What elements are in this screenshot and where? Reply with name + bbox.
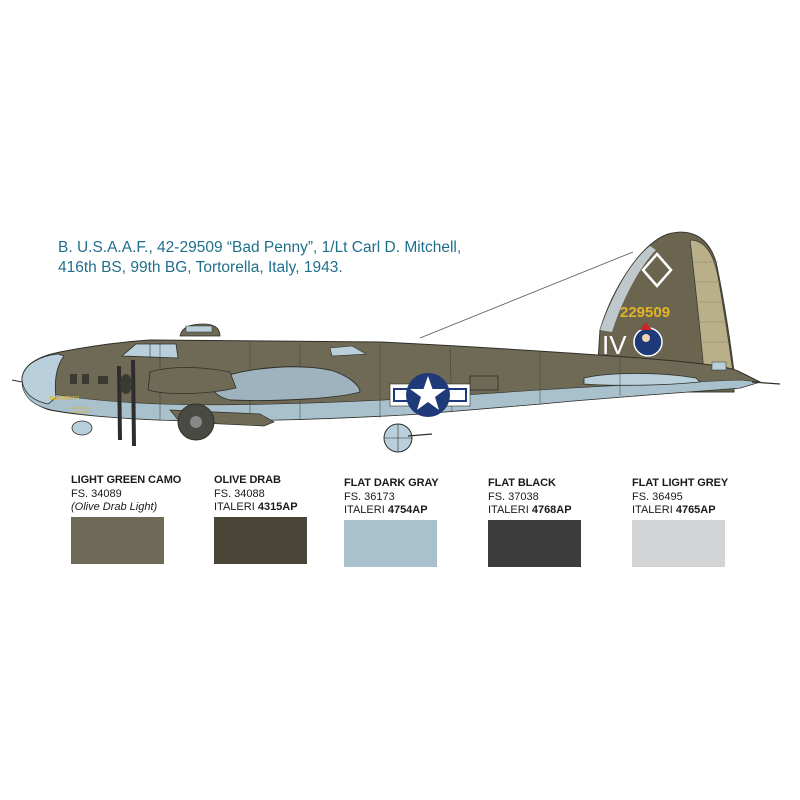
color-name: OLIVE DRAB [214,474,281,486]
color-fs-code: FS. 37038 [488,490,539,503]
color-swatch-olive-drab [214,517,307,564]
color-name: LIGHT GREEN CAMO [71,474,182,486]
color-item-flat-light-grey [632,477,752,518]
color-name: FLAT LIGHT GREY [632,477,729,489]
color-name: FLAT BLACK [488,477,556,489]
color-fs-code: FS. 36495 [632,490,683,503]
tail-serial: 229509 [620,304,671,321]
color-italeri-code: ITALERI 4315AP [214,501,298,513]
color-item-flat-dark-gray [344,477,464,518]
color-item-flat-black [488,477,608,518]
color-italeri-code: ITALERI 4754AP [344,504,428,516]
color-name: FLAT DARK GRAY [344,477,439,489]
color-item-olive-drab [214,474,334,515]
color-fs-code: FS. 36173 [344,490,395,503]
caption-line-1: B. U.S.A.A.F., 42-29509 “Bad Penny”, 1/Lt Carl D. Mitchell, [58,239,462,256]
engine-nacelle [148,368,236,394]
nose-art-label: BAD PENNY [50,396,80,402]
caption-line-2: 416th BS, 99th BG, Tortorella, Italy, 1943. [58,259,343,276]
color-italeri-code: ITALERI 4765AP [632,504,716,516]
color-alt-name: (Olive Drab Light) [71,501,158,513]
color-fs-code: FS. 34089 [71,487,122,500]
fuselage-code: IV [602,330,627,360]
aircraft-profile [0,220,800,460]
color-fs-code: FS. 34088 [214,487,265,500]
color-item-light-green-camo [71,474,191,515]
color-swatch-light-green-camo [71,517,164,564]
color-swatch-flat-dark-gray [344,520,437,567]
color-swatch-flat-black [488,520,581,567]
color-swatch-flat-light-grey [632,520,725,567]
color-italeri-code: ITALERI 4768AP [488,504,572,516]
